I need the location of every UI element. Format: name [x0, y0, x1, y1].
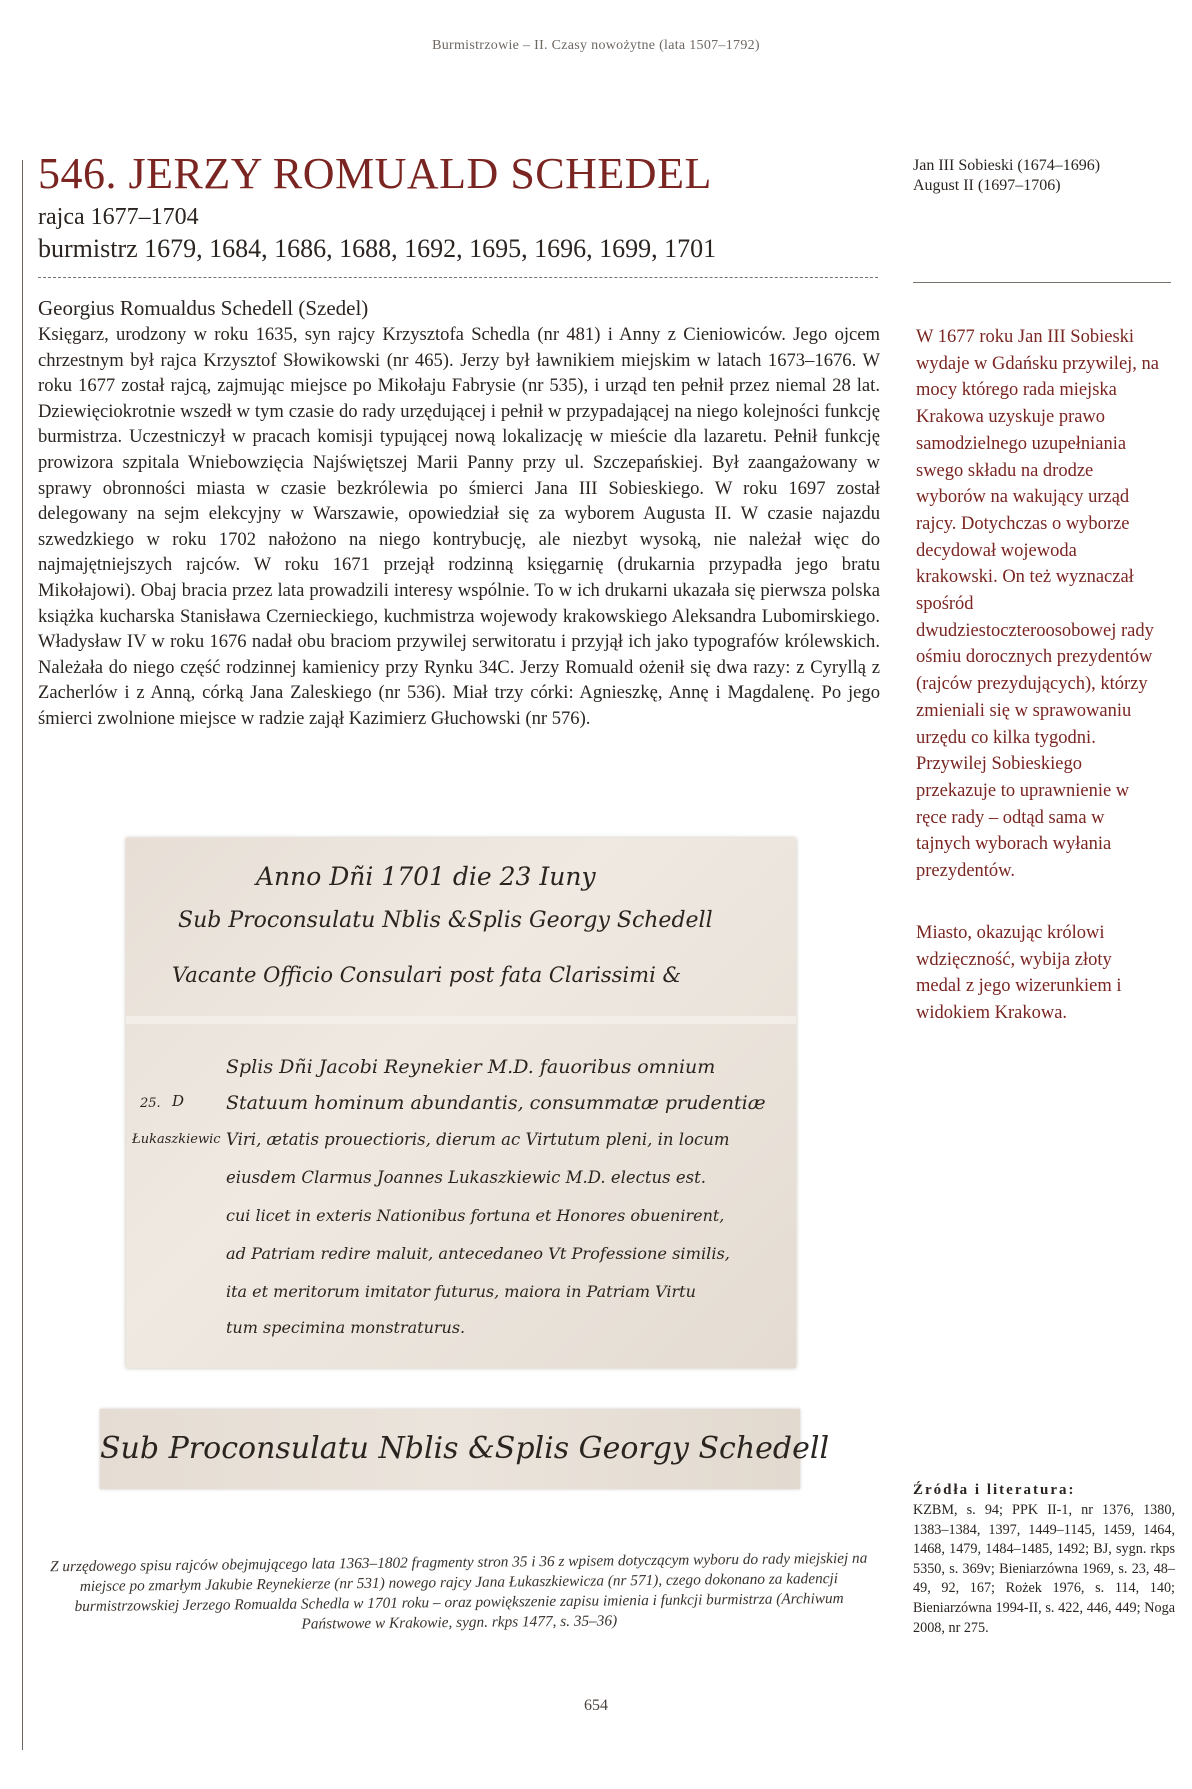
role-burmistrz: burmistrz 1679, 1684, 1686, 1688, 1692, 1695, 1696, 1699, 1701 — [38, 234, 717, 263]
column-rule — [22, 160, 23, 1750]
margin-number: 25. — [140, 1096, 161, 1111]
page-number: 654 — [584, 1697, 608, 1714]
page-gap — [126, 1016, 796, 1024]
reign-2: August II (1697–1706) — [913, 177, 1061, 194]
manuscript-line: Viri, ætatis prouectioris, dierum ac Virtutum pleni, in locum — [226, 1130, 730, 1149]
margin-name: Łukaszkiewic — [132, 1132, 221, 1147]
margin-mark: D — [172, 1092, 185, 1110]
manuscript-line: eiusdem Clarmus Joannes Lukaszkiewic M.D. electus est. — [226, 1168, 706, 1187]
manuscript-line: tum specimina monstraturus. — [226, 1318, 466, 1337]
manuscript-line: ita et meritorum imitator futurus, maiora in Patriam Virtu — [226, 1282, 696, 1301]
sidebar-note-medal: Miasto, okazując królowi wdzięczność, wybija złoty medal z jego wizerunkiem i widokiem Krakowa. — [916, 923, 1122, 1024]
sidebar — [913, 156, 1163, 1024]
sources-heading: Źródła i literatura: — [913, 1482, 1076, 1498]
running-head: Burmistrzowie – II. Czasy nowożytne (lata 1507–1792) — [432, 38, 760, 53]
latin-name: Georgius Romualdus Schedell (Szedel) — [38, 296, 369, 320]
manuscript-enlargement: Sub Proconsulatu Nblis &Splis Georgy Schedell — [100, 1409, 800, 1489]
manuscript-line: ad Patriam redire maluit, antecedaneo Vt Professione similis, — [226, 1244, 730, 1263]
sidebar-divider — [913, 282, 1171, 283]
role-rajca: rajca 1677–1704 — [38, 204, 199, 230]
reign-1: Jan III Sobieski (1674–1696) — [913, 157, 1101, 174]
main-column — [38, 149, 880, 729]
sources-text: KZBM, s. 94; PPK II-1, nr 1376, 1380, 1383–1384, 1397, 1449–1145, 1459, 1464, 1468, 1479, 1484–1485, 1492; BJ, sygn. rkps 5350, s. 369v; Bieniarzówna 1969, s. 23, 48–49, 92, 167; Rożek 1976, s. 114, 140; Bieniarzówna 1994-II, s. 422, 446, 449; Noga 2008, nr 275. — [913, 1502, 1175, 1636]
title-divider — [38, 277, 878, 278]
manuscript-line: Anno Dñi 1701 die 23 Iuny — [256, 862, 596, 891]
biography: Księgarz, urodzony w roku 1635, syn rajcy Krzysztofa Schedla (nr 481) i Anny z Cieniowiców. Jego ojcem chrzestnym był rajca Krzysztof Słowikowski (nr 465). Jerzy był ławnikiem miejskim w latach 1673–1676. W roku 1677 został rajcą, zajmując miejsce po Mikołaju Fabrysie (nr 535), i urząd ten pełnił przez niemal 28 lat. Dziewięciokrotnie wszedł w tym czasie do rady urzędującej i pełnił w przypadającej na niego kolejności funkcję burmistrza. Uczestniczył w pracach komisji typującej nową lokalizację w mieście dla lazaretu. Pełnił funkcję prowizora szpitala Wniebowzięcia Najświętszej Marii Panny przy ul. Szczepańskiej. Był zaangażowany w sprawy obronności miasta w czasie bezkrólewia po śmierci Jana III Sobieskiego. W roku 1697 został delegowany na sejm elekcyjny w Warszawie, opowiedział się za wyborem Augusta II. W czasie najazdu szwedzkiego w roku 1702 nałożono na niego kontrybucję, ale niezbyt wysoką, nie należał więc do najmajętniejszych rajców. W roku 1671 przejął rodzinną księgarnię (drukarnia przypadła jego bratu Mikołajowi). Obaj bracia przez lata prowadzili interesy wspólnie. To w ich drukarni ukazała się pierwsza polska książka kucharska Stanisława Czernieckiego, kuchmistrza wojewody krakowskiego Aleksandra Lubomirskiego. Władysław IV w roku 1676 nadał obu braciom przywilej serwitoratu i przyjął ich jako typografów królewskich. Należała do niego część rodzinnej kamienicy przy Rynku 34C. Jerzy Romuald ożenił się dwa razy: z Cyryllą z Zacherlów i z Anną, córką Jana Zaleskiego (nr 536). Miał trzy córki: Agnieszkę, Annę i Magdalenę. Po jego śmierci zwolnione miejsce w radzie zajął Kazimierz Głuchowski (nr 576). — [38, 324, 880, 729]
manuscript-line: cui licet in exteris Nationibus fortuna et Honores obuenirent, — [226, 1206, 725, 1225]
manuscript-line: Sub Proconsulatu Nblis &Splis Georgy Schedell — [178, 908, 713, 933]
entry-title: 546. JERZY ROMUALD SCHEDEL — [38, 149, 712, 198]
sidebar-note-privilege: W 1677 roku Jan III Sobieski wydaje w Gdańsku przywilej, na mocy którego rada miejska Krakowa uzyskuje prawo samodzielnego uzupełniania swego składu na drodze wyborów na wakujący urząd rajcy. Dotychczas o wyborze decydował wojewoda krakowski. On też wyznaczał spośród dwudziestoczteroosobowej rady ośmiu dorocznych prezydentów (rajców prezydujących), którzy zmieniali się w sprawowaniu urzędu co kilka tygodni. Przywilej Sobieskiego przekazuje to uprawnienie w ręce rady – odtąd sama w tajnych wyborach wyłania prezydentów. — [916, 327, 1160, 882]
manuscript-image — [126, 838, 796, 1368]
figure-caption: Z urzędowego spisu rajców obejmującego lata 1363–1802 fragmenty stron 35 i 36 z wpisem dotyczącym wyboru do rady miejskiej na miejsce po zmarłym Jakubie Reynekierze (nr 531) nowego rajcy Jana Łukaszkiewicza (nr 571), czego dokonano za kadencji burmistrzowskiej Jerzego Romualda Schedla w 1701 roku – oraz powiększenie zapisu imienia i funkcji burmistrza (Archiwum Państwowe w Krakowie, sygn. rkps 1477, s. 35–36) — [49, 1549, 868, 1633]
manuscript-line: Splis Dñi Jacobi Reynekier M.D. fauoribus omnium — [226, 1056, 716, 1078]
manuscript-line: Statuum hominum abundantis, consummatæ prudentiæ — [226, 1092, 766, 1114]
manuscript-line: Vacante Officio Consulari post fata Clarissimi & — [172, 963, 682, 987]
sources-block — [913, 1482, 1175, 1638]
